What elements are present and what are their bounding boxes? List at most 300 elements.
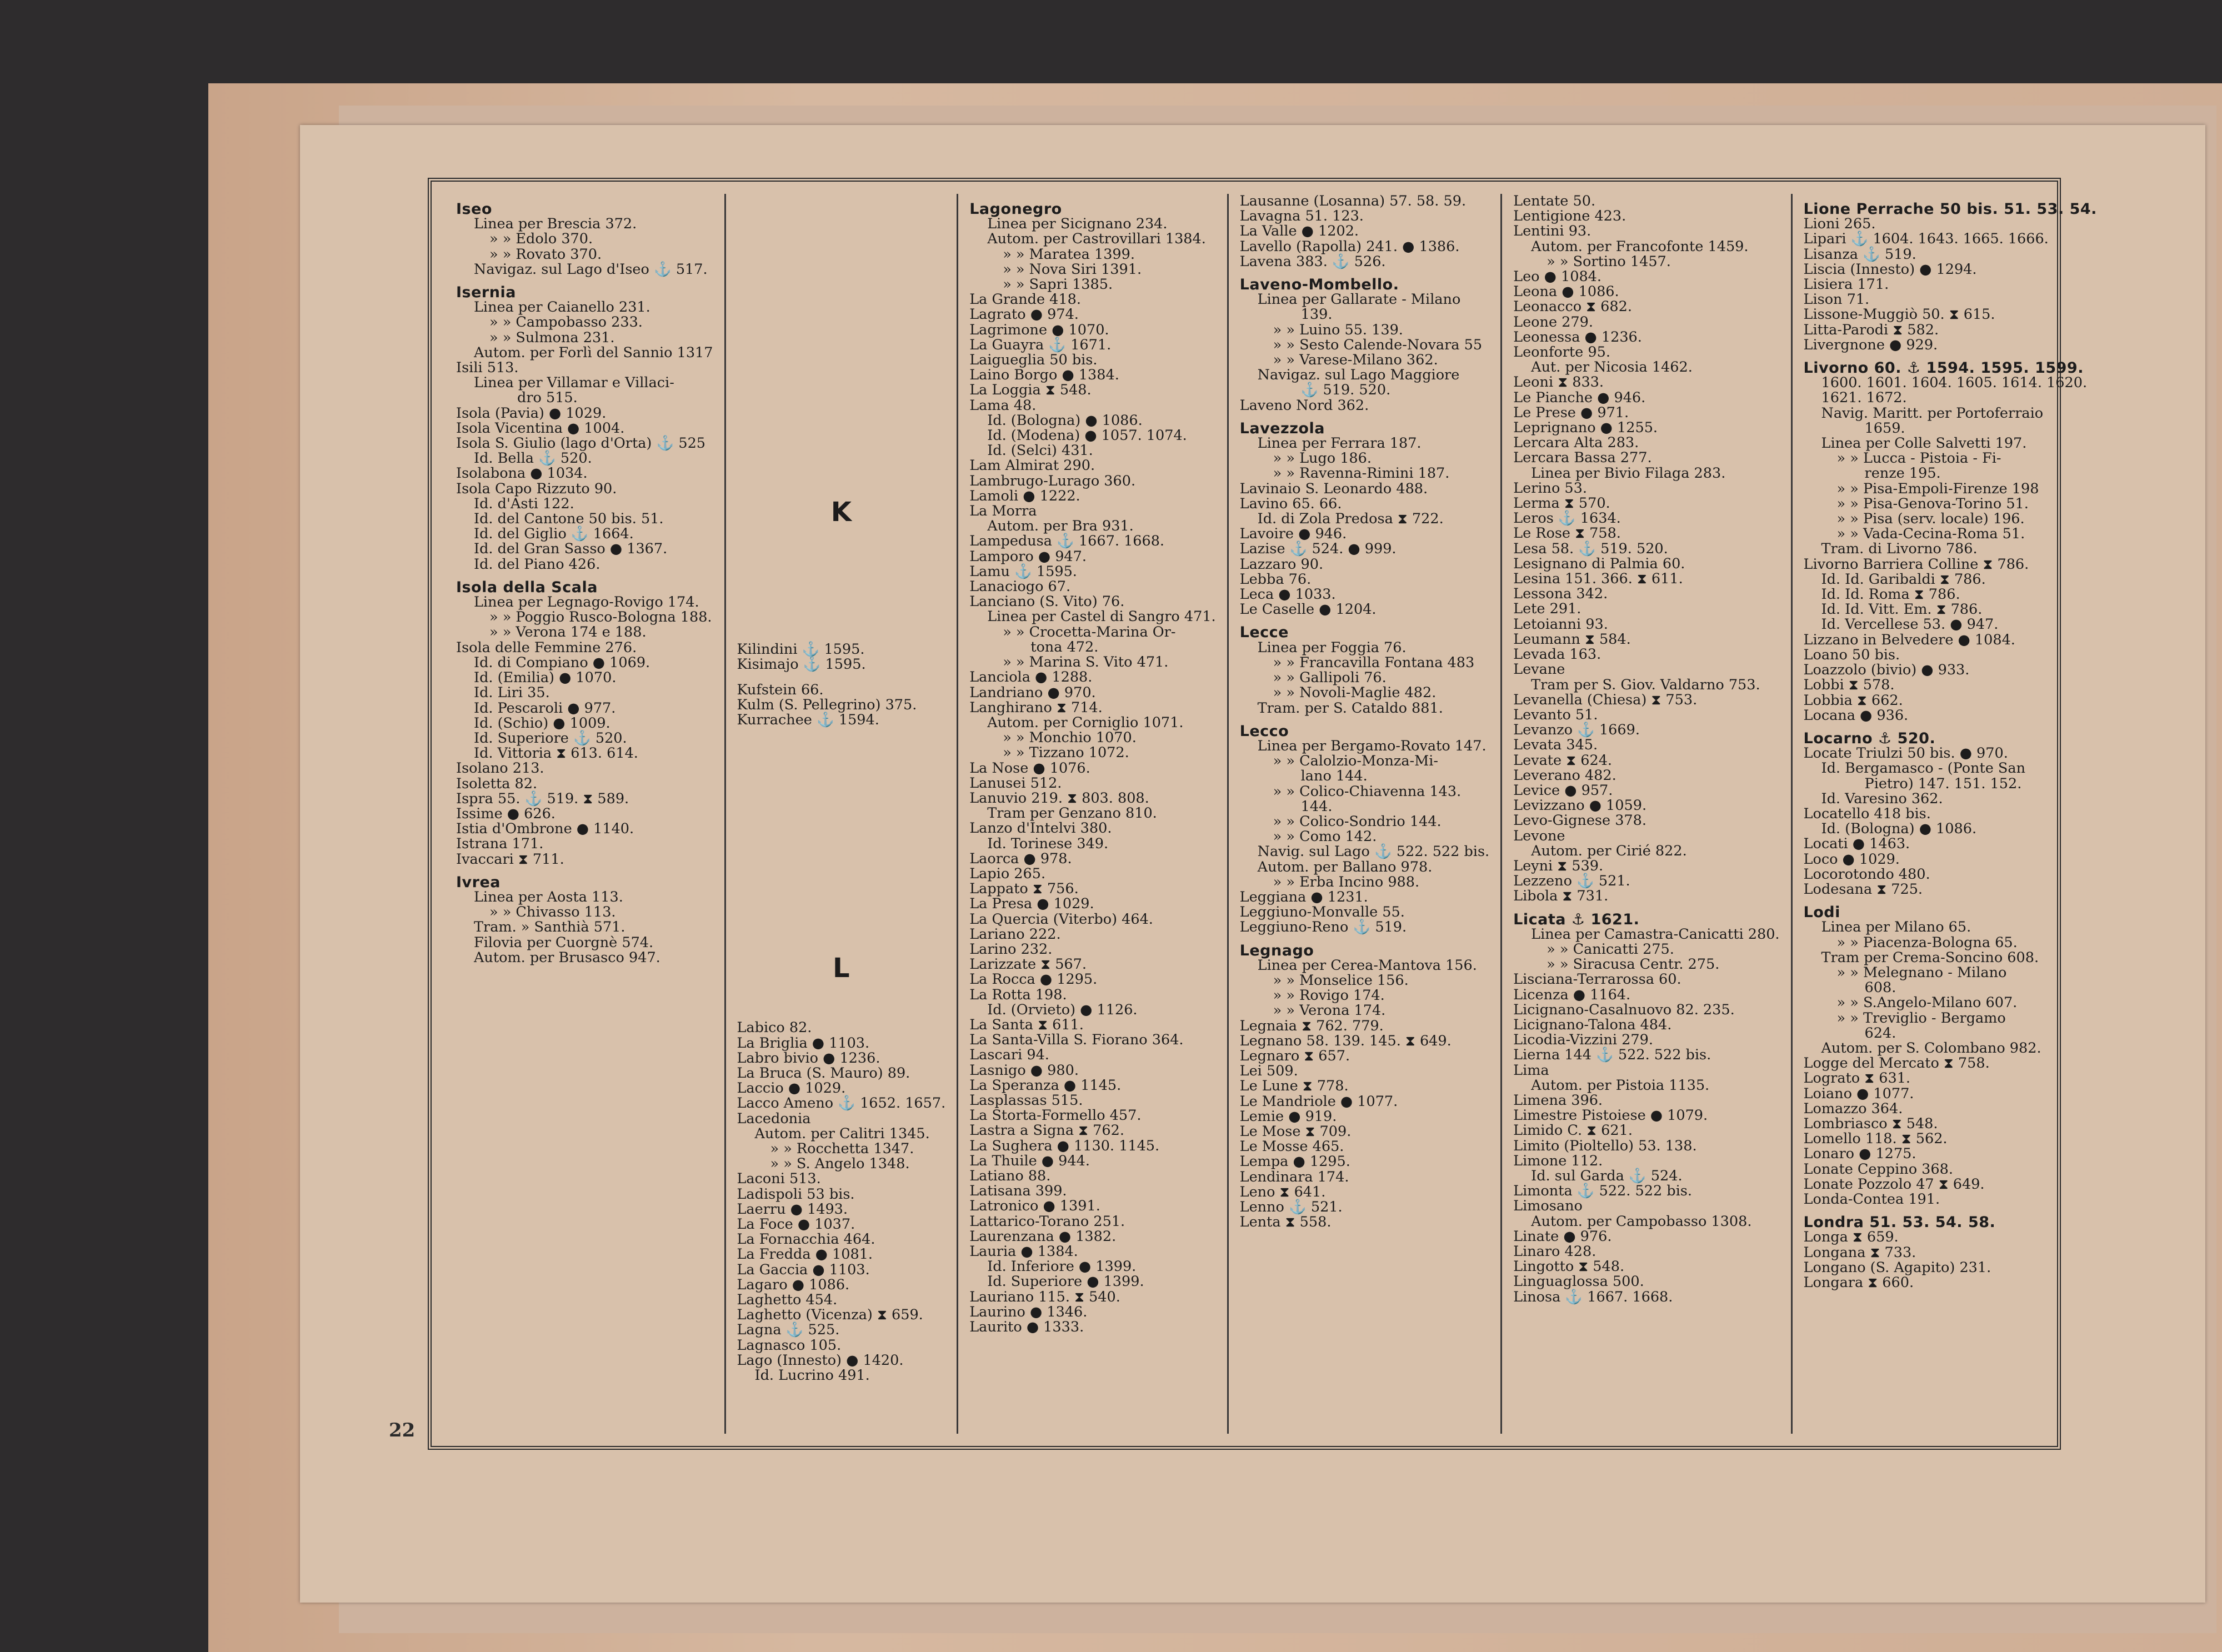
index-entry: La Storta-Formello 457.: [969, 1107, 1142, 1124]
index-entry: Isola Capo Rizzuto 90.: [456, 480, 617, 497]
index-entry: Lagrato ● 974.: [969, 306, 1079, 323]
index-entry: Id. (Selci) 431.: [987, 442, 1093, 459]
index-entry: Linea per Brescia 372.: [474, 216, 637, 233]
index-entry: Le Lune ⧗ 778.: [1239, 1078, 1349, 1095]
index-entry: Lomazzo 364.: [1803, 1100, 1903, 1117]
index-entry: Istia d'Ombrone ● 1140.: [456, 820, 634, 838]
index-entry: » » Erba Incino 988.: [1273, 873, 1420, 890]
index-entry: La Santa-Villa S. Fiorano 364.: [969, 1032, 1184, 1049]
index-entry: Pietro) 147. 151. 152.: [1864, 775, 2022, 792]
index-entry: Leonforte 95.: [1513, 344, 1610, 361]
index-entry: Tram. » Santhià 571.: [474, 919, 625, 936]
index-entry: Lezzeno ⚓ 521.: [1513, 873, 1630, 890]
index-entry: ⚓ 519. 520.: [1300, 382, 1391, 399]
index-entry: Lacco Ameno ⚓ 1652. 1657.: [737, 1095, 946, 1112]
index-entry: Lesina 151. 366. ⧗ 611.: [1513, 570, 1683, 588]
index-entry: Linea per Camastra-Canicatti 280.: [1531, 925, 1780, 943]
index-entry: La Bruca (S. Mauro) 89.: [737, 1065, 910, 1082]
index-entry: Id. Lucrino 491.: [754, 1367, 870, 1384]
index-entry: Lamporo ● 947.: [969, 548, 1087, 565]
index-entry: » » Francavilla Fontana 483: [1273, 654, 1475, 671]
index-entry: La Morra: [969, 503, 1037, 520]
index-entry: Longano (S. Agapito) 231.: [1803, 1259, 1991, 1276]
index-entry: Litta-Parodi ⧗ 582.: [1803, 321, 1939, 338]
index-entry: Id. Bella ⚓ 520.: [474, 450, 592, 467]
index-entry: Lendinara 174.: [1239, 1168, 1349, 1185]
index-entry: » » Luino 55. 139.: [1273, 321, 1403, 338]
index-entry: Linea per Legnago-Rovigo 174.: [474, 594, 699, 611]
index-entry: » » Nova Siri 1391.: [1003, 261, 1142, 278]
entry-heading: Isola della Scala: [456, 578, 598, 596]
index-entry: Lacedonia: [737, 1110, 811, 1127]
index-entry: » » Varese-Milano 362.: [1273, 352, 1438, 369]
section-letter: L: [833, 953, 850, 984]
index-entry: » » Lugo 186.: [1273, 450, 1372, 467]
index-columns: [445, 193, 2097, 1434]
index-entry: Lesa 58. ⚓ 519. 520.: [1513, 540, 1668, 557]
index-entry: Lonaro ● 1275.: [1803, 1145, 1916, 1163]
index-entry: Lenta ⧗ 558.: [1239, 1214, 1332, 1231]
index-entry: » » Sapri 1385.: [1003, 276, 1113, 293]
index-entry: Id. Pescaroli ● 977.: [474, 699, 616, 717]
index-entry: Linea per Caianello 231.: [474, 299, 650, 316]
index-entry: Kisimajo ⚓ 1595.: [737, 656, 866, 673]
index-entry: Lemie ● 919.: [1239, 1108, 1337, 1125]
index-entry: Id. Superiore ⚓ 520.: [474, 729, 627, 747]
index-entry: Lomello 118. ⧗ 562.: [1803, 1130, 1948, 1148]
index-entry: » » Pisa-Empoli-Firenze 198: [1836, 480, 2039, 497]
index-entry: Loco ● 1029.: [1803, 850, 1900, 868]
index-entry: Lamoli ● 1222.: [969, 487, 1080, 504]
index-entry: Linea per Milano 65.: [1821, 919, 1971, 936]
index-entry: » » S. Angelo 1348.: [770, 1155, 910, 1173]
index-entry: Lanuvio 219. ⧗ 803. 808.: [969, 789, 1149, 807]
index-entry: Navigaz. sul Lago Maggiore: [1257, 367, 1460, 384]
index-entry: Tram per Genzano 810.: [987, 805, 1157, 822]
index-entry: Autom. per S. Colombano 982.: [1821, 1039, 2041, 1057]
index-entry: Lessona 342.: [1513, 585, 1608, 603]
index-entry: Lingotto ⧗ 548.: [1513, 1258, 1625, 1275]
index-entry: Leprignano ● 1255.: [1513, 419, 1658, 437]
index-entry: » » Canicatti 275.: [1547, 940, 1674, 958]
index-entry: » » Sortino 1457.: [1547, 253, 1671, 270]
index-entry: Lempa ● 1295.: [1239, 1153, 1350, 1170]
index-entry: Autom. per Ballano 978.: [1257, 858, 1433, 875]
index-entry: » » Gallipoli 76.: [1273, 669, 1387, 687]
index-entry: Lanciano (S. Vito) 76.: [969, 593, 1125, 610]
index-entry: » » Rocchetta 1347.: [770, 1140, 914, 1158]
index-entry: Lattarico-Torano 251.: [969, 1213, 1125, 1230]
index-entry: La Nose ● 1076.: [969, 759, 1090, 777]
entry-heading: Lione Perrache 50 bis. 51. 53. 54.: [1803, 201, 2097, 218]
index-entry: Levate ⧗ 624.: [1513, 752, 1613, 769]
index-entry: Levada 163.: [1513, 646, 1602, 663]
index-entry: Lentate 50.: [1513, 193, 1596, 209]
index-entry: Linea per Sicignano 234.: [987, 216, 1168, 233]
index-entry: Loiano ● 1077.: [1803, 1085, 1914, 1102]
index-entry: Tram. di Livorno 786.: [1821, 540, 1978, 558]
index-entry: Linea per Ferrara 187.: [1257, 435, 1422, 452]
index-entry: Lercara Bassa 277.: [1513, 449, 1652, 467]
index-entry: Le Mandriole ● 1077.: [1239, 1093, 1398, 1110]
index-entry: Linea per Castel di Sangro 471.: [987, 608, 1216, 625]
index-entry: » » Calolzio-Monza-Mi-: [1273, 753, 1439, 770]
index-entry: Limosano: [1513, 1198, 1583, 1215]
entry-heading: Lagonegro: [969, 201, 1062, 218]
index-entry: Lanusei 512.: [969, 774, 1062, 792]
index-entry: Lambrugo-Lurago 360.: [969, 472, 1136, 489]
index-entry: Id. Id. Garibaldi ⧗ 786.: [1821, 570, 1986, 588]
index-entry: Locate Triulzi 50 bis. ● 970.: [1803, 745, 2008, 762]
index-entry: Autom. per Pistoia 1135.: [1531, 1077, 1710, 1094]
index-entry: Laerru ● 1493.: [737, 1200, 848, 1218]
index-entry: La Sughera ● 1130. 1145.: [969, 1137, 1160, 1154]
index-entry: Ladispoli 53 bis.: [737, 1185, 855, 1203]
index-entry: Ispra 55. ⚓ 519. ⧗ 589.: [456, 790, 629, 807]
index-entry: La Grande 418.: [969, 291, 1081, 308]
index-entry: Isola Vicentina ● 1004.: [456, 419, 625, 437]
index-entry: Limone 112.: [1513, 1152, 1603, 1169]
index-entry: Le Pianche ● 946.: [1513, 389, 1646, 406]
index-entry: Longa ⧗ 659.: [1803, 1229, 1899, 1246]
index-entry: » » Maratea 1399.: [1003, 246, 1135, 263]
index-entry: Isola (Pavia) ● 1029.: [456, 404, 607, 422]
index-entry: » » Colico-Chiavenna 143.: [1273, 783, 1462, 800]
index-entry: Lanciola ● 1288.: [969, 669, 1093, 686]
index-entry: Linea per Villamar e Villaci-: [474, 374, 674, 392]
index-entry: Lete 291.: [1513, 600, 1582, 618]
index-entry: Linea per Bergamo-Rovato 147.: [1257, 737, 1487, 754]
index-entry: La Foce ● 1037.: [737, 1216, 855, 1233]
index-entry: » » Siracusa Centr. 275.: [1547, 956, 1720, 973]
index-entry: La Rocca ● 1295.: [969, 971, 1098, 988]
index-entry: Id. Superiore ● 1399.: [987, 1273, 1144, 1290]
index-entry: Istrana 171.: [456, 835, 544, 853]
index-entry: 144.: [1300, 798, 1333, 815]
column-spacer: [737, 673, 946, 683]
index-entry: » » Campobasso 233.: [489, 314, 643, 331]
index-entry: Lagaro ● 1086.: [737, 1276, 850, 1293]
index-entry: Id. (Orvieto) ● 1126.: [987, 1001, 1138, 1018]
index-entry: La Briglia ● 1103.: [737, 1034, 870, 1052]
index-entry: La Rotta 198.: [969, 986, 1067, 1003]
entry-heading: Livorno 60. ⚓ 1594. 1595. 1599.: [1803, 359, 2084, 377]
index-entry: Id. Bergamasco - (Ponte San: [1821, 760, 2026, 777]
index-entry: » » Poggio Rusco-Bologna 188.: [489, 609, 712, 626]
index-entry: Autom. per Castrovillari 1384.: [987, 231, 1206, 248]
index-entry: Linguaglossa 500.: [1513, 1273, 1644, 1290]
index-entry: Lerino 53.: [1513, 479, 1587, 497]
index-entry: Leggiuno-Monvalle 55.: [1239, 904, 1405, 921]
index-entry: Navigaz. sul Lago d'Iseo ⚓ 517.: [474, 261, 708, 278]
index-entry: Lograto ⧗ 631.: [1803, 1070, 1911, 1087]
index-entry: Locatello 418 bis.: [1803, 805, 1931, 822]
index-entry: La Fredda ● 1081.: [737, 1246, 873, 1263]
index-entry: » » Crocetta-Marina Or-: [1003, 623, 1176, 640]
index-entry: Kurrachee ⚓ 1594.: [737, 712, 879, 729]
entry-heading: Licata ⚓ 1621.: [1513, 910, 1640, 928]
index-entry: Lasnigo ● 980.: [969, 1062, 1079, 1079]
index-entry: Licodia-Vizzini 279.: [1513, 1032, 1653, 1049]
index-entry: Aut. per Nicosia 1462.: [1531, 359, 1693, 376]
index-entry: Autom. per Bra 931.: [987, 518, 1134, 535]
index-entry: Licignano-Talona 484.: [1513, 1016, 1672, 1033]
entry-heading: Legnago: [1239, 942, 1314, 959]
index-entry: Lizzano in Belvedere ● 1084.: [1803, 631, 2015, 648]
index-entry: Labro bivio ● 1236.: [737, 1049, 880, 1067]
index-entry: Lapio 265.: [969, 865, 1046, 882]
index-entry: Laino Borgo ● 1384.: [969, 367, 1119, 384]
index-entry: Linate ● 976.: [1513, 1228, 1612, 1245]
index-entry: Lama 48.: [969, 397, 1037, 414]
index-entry: Levo-Gignese 378.: [1513, 812, 1647, 829]
index-entry: » » Pisa-Genova-Torino 51.: [1836, 495, 2029, 512]
index-entry: Id. del Giglio ⚓ 1664.: [474, 525, 634, 543]
index-entry: » » Treviglio - Bergamo: [1836, 1009, 2006, 1027]
index-entry: La Fornacchia 464.: [737, 1231, 875, 1248]
index-entry: Leca ● 1033.: [1239, 586, 1336, 603]
index-entry: Autom. per Campobasso 1308.: [1531, 1213, 1752, 1230]
index-entry: Id. Id. Roma ⧗ 786.: [1821, 586, 1960, 603]
section-letter: K: [830, 497, 852, 528]
index-entry: Libola ⧗ 731.: [1513, 888, 1609, 905]
index-entry: Kufstein 66.: [737, 681, 824, 698]
index-entry: Levice ● 957.: [1513, 782, 1613, 799]
index-entry: Leonessa ● 1236.: [1513, 328, 1642, 346]
index-entry: Tram. per S. Cataldo 881.: [1257, 699, 1443, 717]
index-entry: Lisanza ⚓ 519.: [1803, 246, 1916, 263]
index-entry: Leverano 482.: [1513, 767, 1617, 784]
index-entry: Levanella (Chiesa) ⧗ 753.: [1513, 691, 1698, 708]
index-entry: Locorotondo 480.: [1803, 865, 1930, 883]
index-entry: Lipari ⚓ 1604. 1643. 1665. 1666.: [1803, 231, 2049, 248]
index-entry: » » Colico-Sondrio 144.: [1273, 813, 1442, 830]
index-entry: Labico 82.: [737, 1019, 812, 1037]
index-entry: Lobbia ⧗ 662.: [1803, 692, 1903, 709]
index-entry: Lodesana ⧗ 725.: [1803, 880, 1923, 898]
index-entry: Linosa ⚓ 1667. 1668.: [1513, 1288, 1673, 1305]
entry-heading: Ivrea: [456, 873, 501, 891]
index-entry: Kulm (S. Pellegrino) 375.: [737, 696, 917, 713]
index-entry: Laveno Nord 362.: [1239, 397, 1369, 414]
index-entry: Le Mose ⧗ 709.: [1239, 1123, 1352, 1140]
index-entry: La Guayra ⚓ 1671.: [969, 336, 1112, 353]
index-entry: Laorca ● 978.: [969, 850, 1072, 867]
column-spacer: [737, 728, 946, 961]
index-entry: Lampedusa ⚓ 1667. 1668.: [969, 533, 1165, 550]
index-entry: dro 515.: [517, 389, 578, 407]
index-entry: Lisciana-Terrarossa 60.: [1513, 971, 1681, 988]
index-entry: Navig. Maritt. per Portoferraio: [1821, 404, 2044, 422]
index-entry: » » Monselice 156.: [1273, 972, 1409, 989]
index-entry: Limena 396.: [1513, 1092, 1603, 1109]
index-entry: » » Lucca - Pistoia - Fi-: [1836, 450, 2001, 467]
index-entry: Lavagna 51. 123.: [1239, 208, 1364, 225]
index-entry: Lavello (Rapolla) 241. ● 1386.: [1239, 238, 1460, 255]
index-entry: Laccio ● 1029.: [737, 1080, 846, 1097]
index-entry: Autom. per Calitri 1345.: [754, 1125, 930, 1142]
index-entry: Lesignano di Palmia 60.: [1513, 555, 1685, 572]
index-entry: » » S.Angelo-Milano 607.: [1836, 994, 2018, 1012]
index-entry: Autom. per Forlì del Sannio 1317: [474, 344, 713, 361]
index-entry: Latiano 88.: [969, 1168, 1051, 1184]
index-entry: Loazzolo (bivio) ● 933.: [1803, 662, 1970, 679]
index-entry: Lei 509.: [1239, 1063, 1298, 1080]
index-entry: Lagrimone ● 1070.: [969, 321, 1109, 338]
index-entry: » » Edolo 370.: [489, 231, 593, 248]
index-entry: Leggiana ● 1231.: [1239, 888, 1368, 905]
index-entry: Linea per Cerea-Mantova 156.: [1257, 957, 1477, 974]
index-entry: Lavino 65. 66.: [1239, 495, 1342, 512]
index-entry: » » Sulmona 231.: [489, 329, 615, 346]
index-entry: Linea per Colle Salvetti 197.: [1821, 435, 2027, 452]
index-entry: Licenza ● 1164.: [1513, 986, 1631, 1003]
index-entry: La Loggia ⧗ 548.: [969, 382, 1092, 399]
index-entry: 608.: [1864, 979, 1896, 997]
index-entry: » » Chivasso 113.: [489, 904, 616, 921]
index-entry: Id. Torinese 349.: [987, 835, 1109, 852]
index-entry: Legnaia ⧗ 762. 779.: [1239, 1017, 1384, 1034]
index-entry: Id. (Emilia) ● 1070.: [474, 669, 617, 687]
index-entry: Leggiuno-Reno ⚓ 519.: [1239, 919, 1407, 936]
index-entry: Letoianni 93.: [1513, 615, 1608, 633]
index-entry: Lagna ⚓ 525.: [737, 1321, 840, 1339]
index-entry: Lisiera 171.: [1803, 276, 1889, 293]
index-entry: 1659.: [1864, 419, 1905, 437]
column-spacer: [737, 520, 946, 642]
index-entry: Linaro 428.: [1513, 1243, 1597, 1260]
index-entry: Lazise ⚓ 524. ● 999.: [1239, 540, 1397, 558]
index-entry: Autom. per Brusasco 947.: [474, 949, 660, 966]
index-entry: » » Sesto Calende-Novara 55: [1273, 336, 1483, 353]
index-entry: Lima: [1513, 1062, 1549, 1079]
index-entry: Tram per S. Giov. Valdarno 753.: [1531, 676, 1760, 693]
index-entry: » » Tizzano 1072.: [1003, 744, 1129, 762]
index-entry: Autom. per Cirié 822.: [1531, 842, 1687, 859]
index-entry: Lamu ⚓ 1595.: [969, 563, 1077, 580]
entry-heading: Isernia: [456, 284, 516, 302]
index-entry: Lonate Pozzolo 47 ⧗ 649.: [1803, 1175, 1985, 1193]
index-entry: Lentigione 423.: [1513, 208, 1627, 225]
entry-heading: Lecce: [1239, 624, 1289, 642]
index-entry: Lauriano 115. ⧗ 540.: [969, 1288, 1120, 1305]
index-entry: Logge del Mercato ⧗ 758.: [1803, 1055, 1990, 1072]
entry-heading: Lodi: [1803, 904, 1840, 922]
index-entry: 1600. 1601. 1604. 1605. 1614. 1620.: [1821, 374, 2088, 392]
index-entry: Id. Inferiore ● 1399.: [987, 1258, 1137, 1275]
index-entry: Leros ⚓ 1634.: [1513, 510, 1621, 527]
index-entry: Levone: [1513, 827, 1565, 844]
index-entry: Laigueglia 50 bis.: [969, 352, 1098, 369]
page-number: 22: [389, 1419, 416, 1441]
index-entry: Leyni ⧗ 539.: [1513, 857, 1604, 874]
index-entry: Lentini 93.: [1513, 223, 1592, 240]
index-entry: » » Rovigo 174.: [1273, 987, 1385, 1004]
index-entry: Lissone-Muggiò 50. ⧗ 615.: [1803, 306, 1995, 323]
index-entry: Le Caselle ● 1204.: [1239, 601, 1377, 618]
index-entry: Larizzate ⧗ 567.: [969, 956, 1087, 973]
index-entry: Levane: [1513, 661, 1565, 678]
index-entry: Lasplassas 515.: [969, 1092, 1083, 1109]
index-entry: Id. (Bologna) ● 1086.: [987, 412, 1143, 429]
index-entry: Id. Varesino 362.: [1821, 790, 1943, 807]
index-entry: Laurenzana ● 1382.: [969, 1228, 1117, 1245]
index-entry: Limito (Pioltello) 53. 138.: [1513, 1137, 1697, 1154]
index-entry: Id. (Modena) ● 1057. 1074.: [987, 427, 1187, 444]
index-entry: Isolano 213.: [456, 760, 544, 777]
index-entry: Legnano 58. 139. 145. ⧗ 649.: [1239, 1032, 1452, 1049]
index-entry: Leoni ⧗ 833.: [1513, 374, 1604, 391]
index-entry: » » Pisa (serv. locale) 196.: [1836, 510, 2025, 528]
index-entry: Lago (Innesto) ● 1420.: [737, 1351, 904, 1369]
index-entry: Legnaro ⧗ 657.: [1239, 1047, 1350, 1064]
index-entry: Levata 345.: [1513, 737, 1598, 754]
index-entry: Lonate Ceppino 368.: [1803, 1160, 1953, 1178]
index-entry: » » Ravenna-Rimini 187.: [1273, 465, 1450, 482]
index-entry: Id. Id. Vitt. Em. ⧗ 786.: [1821, 601, 1983, 618]
index-entry: Larino 232.: [969, 940, 1053, 958]
index-entry: Limido C. ⧗ 621.: [1513, 1122, 1633, 1139]
index-column-3: [958, 194, 1228, 1434]
index-entry: Lanaciogo 67.: [969, 578, 1071, 595]
index-entry: Id. d'Asti 122.: [474, 495, 574, 512]
index-entry: Laconi 513.: [737, 1170, 821, 1188]
index-entry: renze 195.: [1864, 465, 1941, 482]
index-entry: La Presa ● 1029.: [969, 895, 1094, 913]
entry-heading: Laveno-Mombello.: [1239, 276, 1399, 294]
index-entry: Lastra a Signa ⧗ 762.: [969, 1122, 1124, 1139]
index-entry: Lebba 76.: [1239, 570, 1312, 588]
index-entry: » » Melegnano - Milano: [1836, 964, 2007, 981]
index-entry: Lanzo d'Intelvi 380.: [969, 820, 1112, 837]
index-entry: Leumann ⧗ 584.: [1513, 630, 1631, 648]
index-entry: 1621. 1672.: [1821, 389, 1907, 407]
index-entry: Id. Vercellese 53. ● 947.: [1821, 616, 1999, 633]
index-entry: Laurino ● 1346.: [969, 1303, 1088, 1320]
entry-heading: Lecco: [1239, 722, 1289, 740]
index-entry: Levizzano ● 1059.: [1513, 797, 1647, 814]
index-entry: La Quercia (Viterbo) 464.: [969, 910, 1153, 928]
index-entry: Tram per Crema-Soncino 608.: [1821, 949, 2039, 966]
index-entry: Lombriasco ⧗ 548.: [1803, 1115, 1938, 1132]
index-entry: Id. Liri 35.: [474, 684, 550, 702]
index-entry: Levanto 51.: [1513, 706, 1598, 723]
index-entry: Lavinaio S. Leonardo 488.: [1239, 480, 1428, 497]
index-entry: Lierna 144 ⚓ 522. 522 bis.: [1513, 1047, 1711, 1064]
index-entry: » » Monchio 1070.: [1003, 729, 1137, 747]
index-entry: » » Piacenza-Bologna 65.: [1836, 934, 2018, 951]
entry-heading: Locarno ⚓ 520.: [1803, 729, 1936, 747]
index-entry: Leonacco ⧗ 682.: [1513, 298, 1632, 316]
index-entry: Isolabona ● 1034.: [456, 465, 588, 482]
index-column-1: [445, 194, 726, 1434]
index-entry: Limestre Pistoiese ● 1079.: [1513, 1107, 1708, 1124]
index-entry: Lerma ⧗ 570.: [1513, 495, 1610, 512]
index-entry: Navig. sul Lago ⚓ 522. 522 bis.: [1257, 843, 1490, 860]
index-entry: Lenno ⚓ 521.: [1239, 1199, 1343, 1215]
index-entry: Lazzaro 90.: [1239, 555, 1324, 573]
index-entry: Leona ● 1086.: [1513, 283, 1619, 301]
index-entry: La Speranza ● 1145.: [969, 1077, 1122, 1094]
index-entry: Lioni 265.: [1803, 216, 1876, 233]
index-entry: Lavoire ● 946.: [1239, 525, 1347, 543]
index-entry: Id. sul Garda ⚓ 524.: [1531, 1168, 1683, 1184]
index-entry: Locati ● 1463.: [1803, 835, 1910, 853]
index-entry: Licignano-Casalnuovo 82. 235.: [1513, 1001, 1735, 1018]
index-entry: » » Verona 174 e 188.: [489, 624, 647, 641]
index-entry: Latisana 399.: [969, 1183, 1067, 1200]
index-entry: Loano 50 bis.: [1803, 646, 1900, 663]
